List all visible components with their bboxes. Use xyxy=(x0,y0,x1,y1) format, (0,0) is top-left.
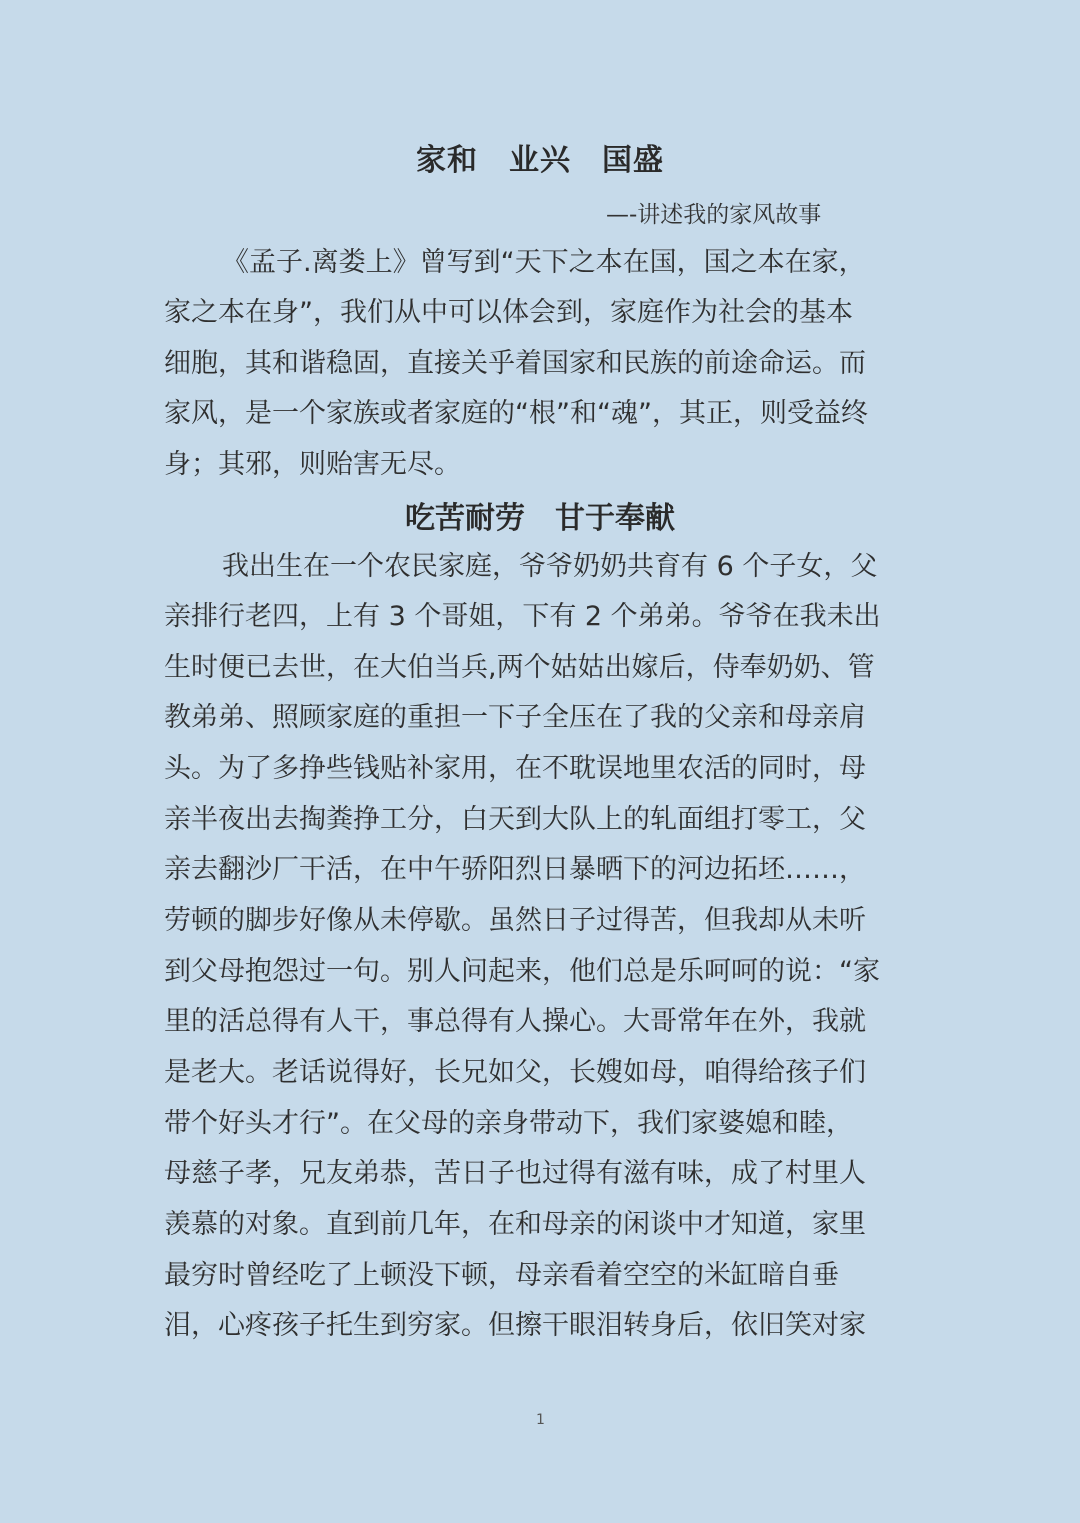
paragraph-line: 到父母抱怨过一句。别人问起来，他们总是乐呵呵的说：“家 xyxy=(164,956,880,987)
paragraph-line: 亲去翻沙厂干活，在中午骄阳烈日暴晒下的河边拓坯……， xyxy=(164,854,866,885)
paragraph-line: 带个好头才行”。在父母的亲身带动下，我们家婆媳和睦， xyxy=(164,1108,853,1139)
paragraph-line: 泪，心疼孩子托生到穷家。但擦干眼泪转身后，依旧笑对家 xyxy=(164,1310,866,1341)
paragraph-line: 家之本在身”，我们从中可以体会到，家庭作为社会的基本 xyxy=(164,297,853,328)
paragraph-line: 劳顿的脚步好像从未停歇。虽然日子过得苦，但我却从未听 xyxy=(164,905,866,936)
paragraph-line: 羡慕的对象。直到前几年，在和母亲的闲谈中才知道，家里 xyxy=(164,1209,866,1240)
page-subtitle: —-讲述我的家风故事 xyxy=(606,202,822,228)
paragraph-line: 亲半夜出去掏粪挣工分，白天到大队上的轧面组打零工，父 xyxy=(164,804,866,835)
paragraph-line: 母慈子孝，兄友弟恭，苦日子也过得有滋有味，成了村里人 xyxy=(164,1158,866,1189)
paragraph-line: 家风，是一个家族或者家庭的“根”和“魂”，其正，则受益终 xyxy=(164,398,868,429)
paragraph-line: 亲排行老四，上有 3 个哥姐，下有 2 个弟弟。爷爷在我未出 xyxy=(164,601,881,632)
section-heading: 吃苦耐劳 甘于奉献 xyxy=(405,501,675,536)
paragraph-line: 是老大。老话说得好，长兄如父，长嫂如母，咱得给孩子们 xyxy=(164,1057,866,1088)
paragraph-line: 最穷时曾经吃了上顿没下顿，母亲看着空空的米缸暗自垂 xyxy=(164,1260,839,1291)
paragraph-line: 《孟子.离娄上》曾写到“天下之本在国，国之本在家， xyxy=(222,247,866,278)
paragraph-line: 我出生在一个农民家庭，爷爷奶奶共育有 6 个子女，父 xyxy=(222,551,878,582)
paragraph-line: 身；其邪，则贻害无尽。 xyxy=(164,449,461,480)
paragraph-line: 生时便已去世，在大伯当兵,两个姑姑出嫁后，侍奉奶奶、管 xyxy=(164,652,875,683)
paragraph-line: 细胞，其和谐稳固，直接关乎着国家和民族的前途命运。而 xyxy=(164,348,866,379)
paragraph-line: 里的活总得有人干，事总得有人操心。大哥常年在外，我就 xyxy=(164,1006,866,1037)
paragraph-line: 教弟弟、照顾家庭的重担一下子全压在了我的父亲和母亲肩 xyxy=(164,702,866,733)
page-number: 1 xyxy=(536,1412,545,1428)
paragraph-line: 头。为了多挣些钱贴补家用，在不耽误地里农活的同时，母 xyxy=(164,753,866,784)
page-title: 家和 业兴 国盛 xyxy=(416,143,664,178)
